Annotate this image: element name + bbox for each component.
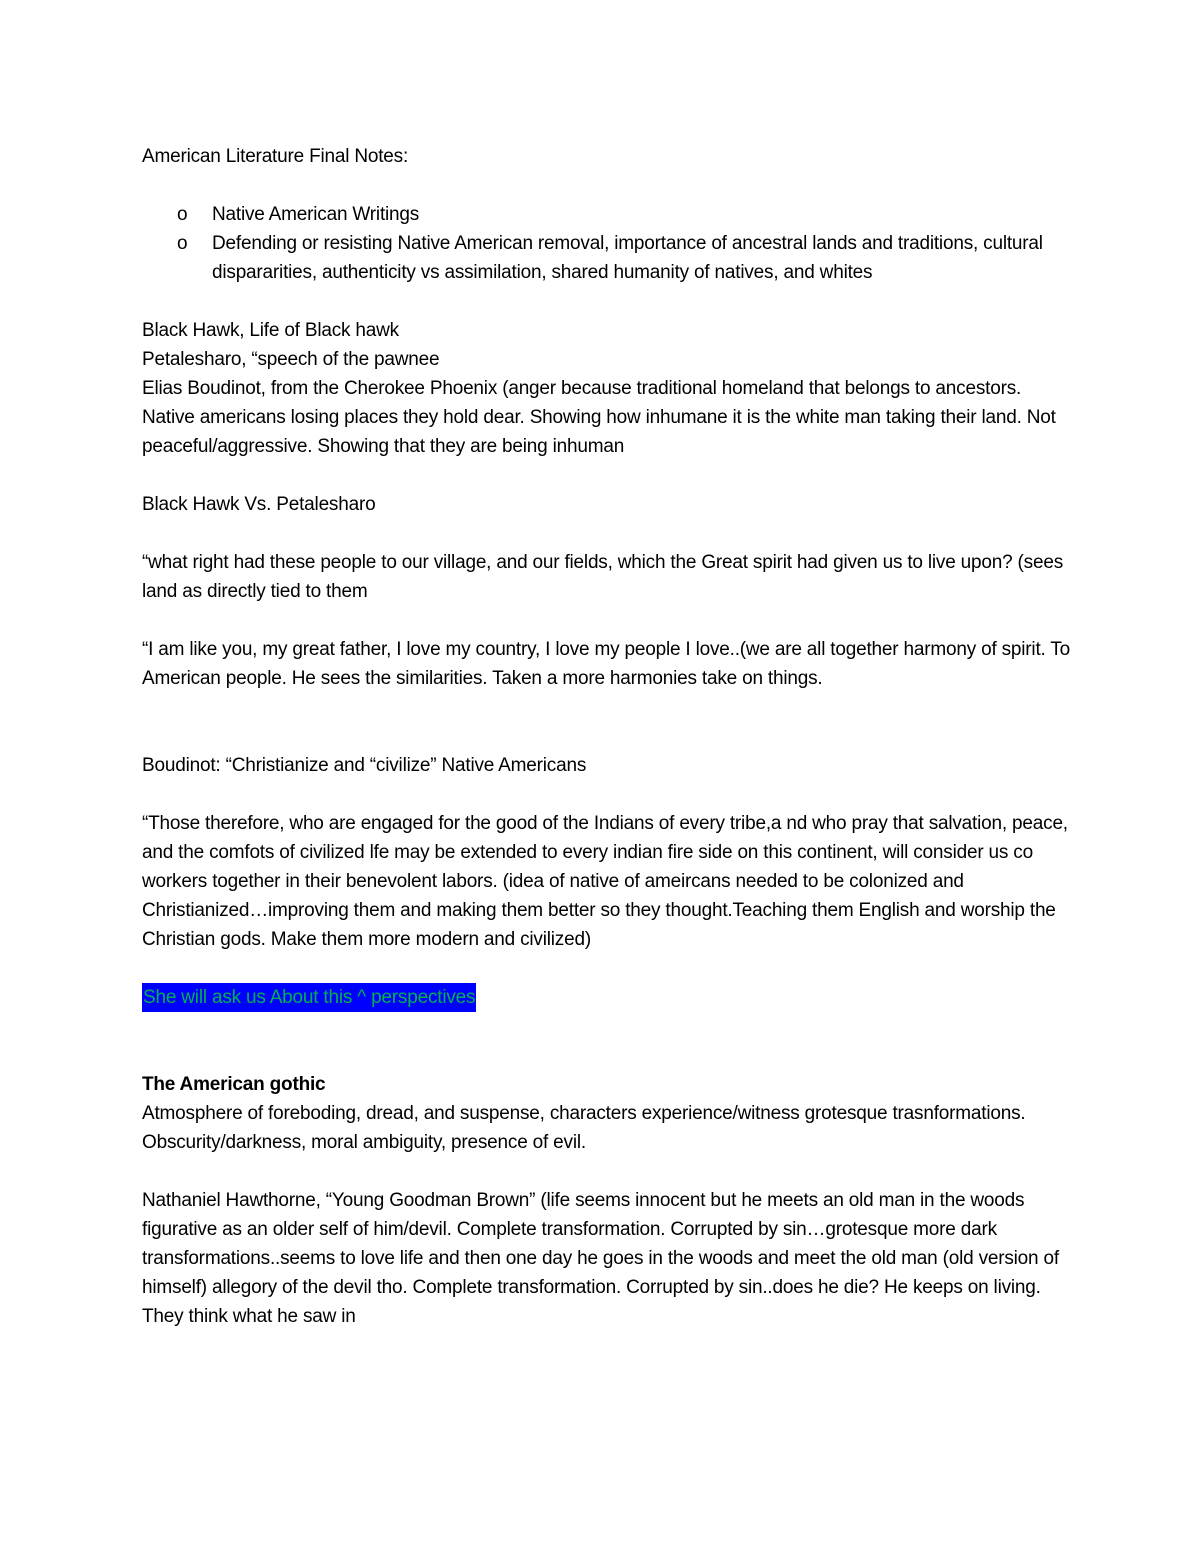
bullet-text: Defending or resisting Native American removal, importance of ancestral lands and traditions, cultural dispararities, authenticity vs assimilation, shared humanity of natives, and whites [212,233,1043,283]
hawthorne-paragraph: Nathaniel Hawthorne, “Young Goodman Brown” (life seems innocent but he meets an old man in the woods figurative as an older self of him/devil. Complete transformation. Corrupted by sin…grotesque more dark transformations..seems to love life and then one day he goes in the woods and meet the old man (old version of himself) allegory of the devil tho. Complete transformation. Corrupted by sin..does he die? He keeps on living. They think what he saw in [142,1190,1059,1327]
quote-boudinot: “Those therefore, who are engaged for the good of the Indians of every tribe,a nd who pray that salvation, peace, and the comfots of civilized lfe may be extended to every indian fire side on this continent, will consider us co workers together in their benevolent labors. (idea of native of ameircans needed to be colonized and Christianized…improving them and making them better so they thought.Teaching them English and worship the Christian gods. Make them more modern and civilized) [142,813,1068,950]
work-boudinot: Elias Boudinot, from the Cherokee Phoenix (anger because traditional homeland that belongs to ancestors. Native americans losing places they hold dear. Showing how inhumane it is the white man taking their land. Not peaceful/aggressive. Showing that they are being inhuman [142,378,1056,457]
boudinot-heading: Boudinot: “Christianize and “civilize” Native Americans [142,755,587,776]
topic-bullet-list [142,200,1072,287]
gothic-description: Atmosphere of foreboding, dread, and suspense, characters experience/witness grotesque trasnformations. Obscurity/darkness, moral ambiguity, presence of evil. [142,1103,1026,1153]
document-body [142,142,1072,1331]
highlighted-note: She will ask us About this ^ perspectives [142,983,476,1012]
work-petalesharo: Petalesharo, “speech of the pawnee [142,349,440,370]
document-title: American Literature Final Notes: [142,146,409,167]
work-black-hawk: Black Hawk, Life of Black hawk [142,320,399,341]
bullet-marker: o [177,204,188,225]
gothic-heading: The American gothic [142,1074,326,1095]
bullet-item [142,229,1072,287]
bullet-text: Native American Writings [212,204,420,225]
comparison-heading: Black Hawk Vs. Petalesharo [142,494,376,515]
highlight-note-line [142,983,1072,1012]
quote-petalesharo: “I am like you, my great father, I love my country, I love my people I love..(we are all together harmony of spirit. To American people. He sees the similarities. Taken a more harmonies take on things. [142,639,1071,689]
bullet-item [142,200,1072,229]
quote-black-hawk: “what right had these people to our village, and our fields, which the Great spirit had given us to live upon? (sees land as directly tied to them [142,552,1064,602]
bullet-marker: o [177,233,188,254]
